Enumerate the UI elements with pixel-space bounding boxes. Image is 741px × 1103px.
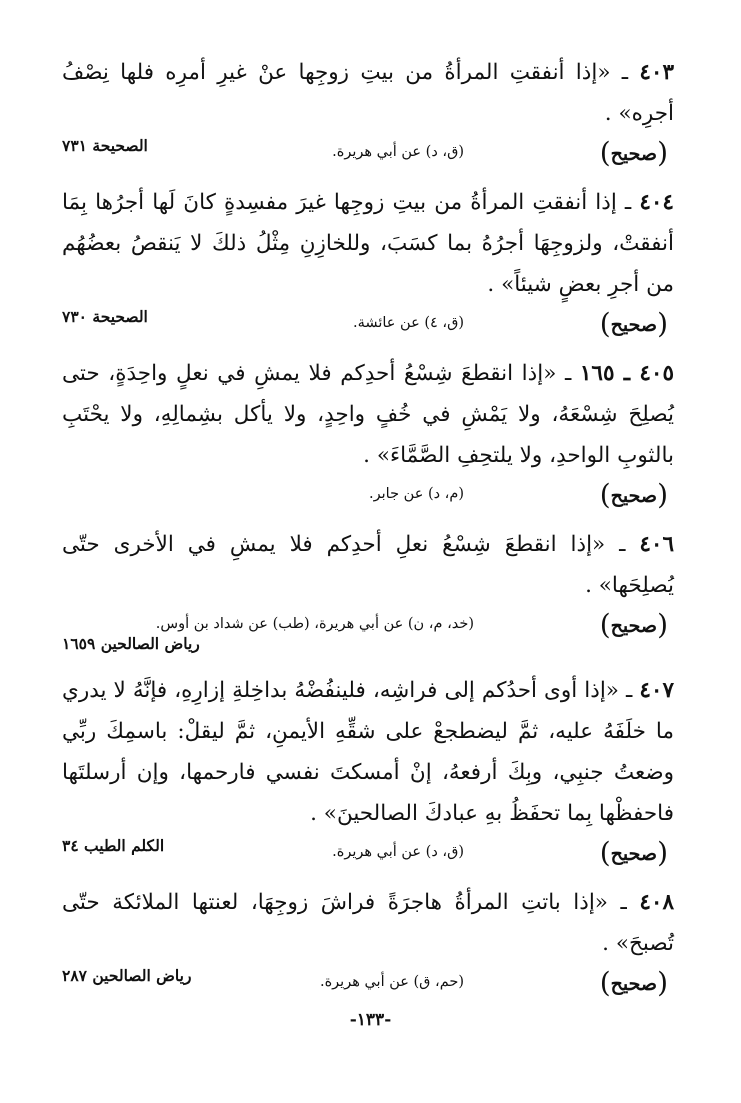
grade-badge: (صحيح) [599, 478, 668, 511]
hadith-body: ـ «إذا انقطعَ شِسْعُ نعلِ أحدِكم فلا يمشِ في الأخرى حتّى يُصلِحَها» . [62, 532, 674, 598]
hadith-entry-403 [62, 52, 674, 176]
hadith-reference: رياض الصالحين ٢٨٧ [62, 966, 192, 985]
hadith-entry-406 [62, 524, 674, 664]
grade-badge: (صحيح) [599, 836, 668, 869]
hadith-meta [62, 836, 674, 876]
hadith-body: ـ «إذا أوى أحدُكم إلى فراشِه، فلينفُضْهُ بداخِلةِ إزارِهِ، فإنَّهُ لا يدري ما خلَفَهُ عليه، ثمَّ ليضطجعْ على شقِّهِ الأيمنِ، ثمَّ ليقلْ: باسمِكَ ربِّي وضعتُ جنبِي، وبِكَ أرفعهُ، إنْ أمسكتَ نفسي فارحمها، وإن أرسلتَها فاحفظْها بِما تحفَظُ بهِ عبادكَ الصالحينَ» . [62, 678, 674, 826]
hadith-number: ٤٠٨ [639, 890, 675, 915]
hadith-body: ـ «إذا أنفقتِ المرأةُ من بيتِ زوجِها عنْ غيرِ أمرِه فلها نِصْفُ أجرِه» . [62, 60, 674, 126]
hadith-source: (ق، د) عن أبي هريرة. [332, 844, 464, 860]
hadith-page [62, 52, 674, 1012]
hadith-source: (حم، ق) عن أبي هريرة. [319, 974, 464, 990]
grade-label: صحيح [610, 314, 658, 336]
hadith-source: (خد، م، ن) عن أبي هريرة، (طب) عن شداد بن أوس. [155, 616, 474, 632]
hadith-meta [62, 136, 674, 176]
grade-badge: (صحيح) [599, 307, 668, 340]
hadith-source: (ق، د) عن أبي هريرة. [332, 144, 464, 160]
page-number: -١٣٣- [349, 1010, 392, 1030]
hadith-reference: رياض الصالحين ١٦٥٩ [62, 634, 200, 653]
hadith-reference: الصحيحة ٧٣٠ [62, 307, 148, 326]
hadith-entry-404 [62, 182, 674, 347]
hadith-meta [62, 478, 674, 518]
hadith-text [62, 353, 674, 476]
hadith-text [62, 882, 674, 964]
hadith-body: ـ إذا أنفقتِ المرأةُ من بيتِ زوجِها غيرَ مفسِدةٍ كانَ لَها أجرُها بِمَا أنفقتْ، ولزوجِهَا أجرُهُ بما كسَبَ، وللخازِنِ مِثْلُ ذلكَ لا يَنقصُ بعضُهُم من أجرِ بعضٍ شيئاً» . [62, 190, 674, 297]
hadith-meta [62, 966, 674, 1006]
hadith-body: ـ «إذا انقطعَ شِسْعُ أحدِكم فلا يمشِ في نعلٍ واحِدَةٍ، حتى يُصلِحَ شِسْعَهُ، ولا يَمْشِ في خُفٍ واحِدٍ، ولا يأكل بشِمالِهِ، ولا يحْتَبِ بالثوبِ الواحدِ، ولا يلتحِفِ الصَّمَّاءَ» . [62, 361, 674, 468]
hadith-meta [62, 608, 674, 664]
hadith-number: ٤٠٧ [639, 678, 674, 703]
hadith-meta [62, 307, 674, 347]
hadith-entry-405 [62, 353, 674, 518]
hadith-number: ٤٠٣ [639, 60, 674, 85]
hadith-text [62, 182, 674, 305]
hadith-reference: الصحيحة ٧٣١ [62, 136, 148, 155]
grade-label: صحيح [610, 615, 658, 637]
hadith-source: (م، د) عن جابر. [369, 486, 464, 502]
hadith-source: (ق، ٤) عن عائشة. [353, 315, 464, 331]
hadith-text [62, 524, 674, 606]
hadith-reference: الكلم الطيب ٣٤ [62, 836, 165, 855]
hadith-number: ٤٠٦ [639, 532, 674, 557]
grade-label: صحيح [610, 143, 658, 165]
grade-badge: (صحيح) [599, 608, 668, 641]
hadith-text [62, 52, 674, 134]
grade-badge: (صحيح) [599, 136, 668, 169]
hadith-body: ـ «إذا باتتِ المرأةُ هاجرَةً فراشَ زوجِهَا، لعنتها الملائكة حتّى تُصبحَ» . [62, 890, 674, 956]
hadith-text [62, 670, 674, 834]
hadith-entry-408 [62, 882, 674, 1006]
grade-label: صحيح [610, 485, 658, 507]
hadith-number: ٤٠٥ ـ ١٦٥ [579, 361, 674, 386]
grade-label: صحيح [610, 973, 658, 995]
hadith-number: ٤٠٤ [639, 190, 674, 215]
grade-label: صحيح [610, 843, 658, 865]
hadith-entry-407 [62, 670, 674, 876]
grade-badge: (صحيح) [599, 966, 668, 999]
